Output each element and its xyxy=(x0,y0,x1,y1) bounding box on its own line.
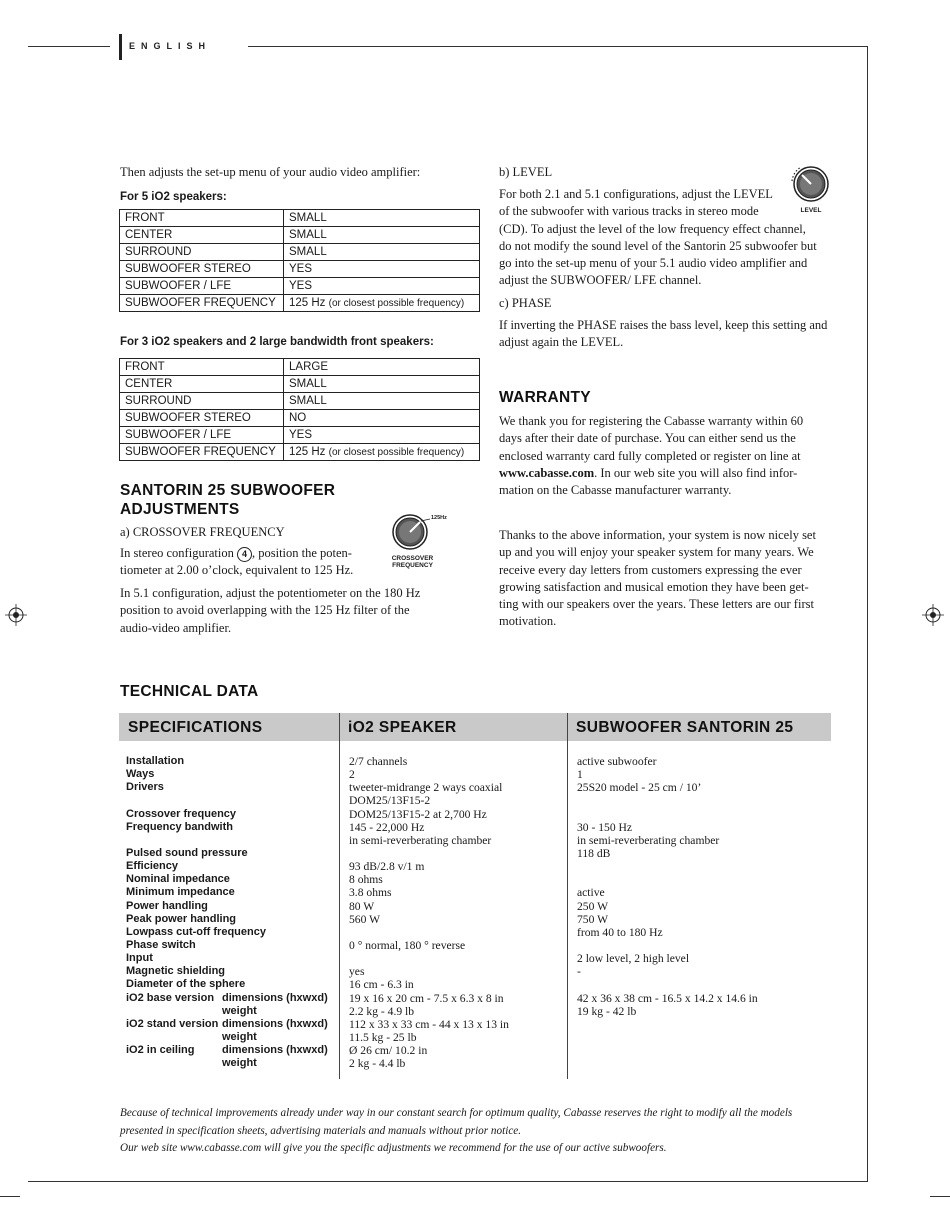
paragraph-line: growing satisfaction and musical emotion they have been get- xyxy=(499,579,809,594)
spec-io2-value: DOM25/13F15-2 xyxy=(349,794,431,808)
spec-io2-value: 19 x 16 x 20 cm - 7.5 x 6.3 x 8 in xyxy=(349,991,504,1005)
paragraph-line: adjust the SUBWOOFER/ LFE channel. xyxy=(499,273,702,288)
spec-sub-value: 19 kg - 42 lb xyxy=(577,1004,637,1018)
spec-sublabel xyxy=(222,860,337,873)
spec-label: Ways xyxy=(126,768,155,781)
footer-line: presented in specification sheets, advertising materials and manuals without prior notice. xyxy=(120,1124,522,1137)
spec-sublabel: weight xyxy=(222,1030,257,1043)
spec-io2-values xyxy=(349,755,564,1070)
table-cell-value: YES xyxy=(284,261,480,278)
table-cell-value: SMALL xyxy=(284,244,480,261)
table-cell-value xyxy=(284,295,480,312)
spec-sublabel xyxy=(222,939,337,952)
spec-label: Nominal impedance xyxy=(126,873,230,886)
paragraph-line: up and you will enjoy your speaker system for many years. We xyxy=(499,545,814,560)
registration-mark-left xyxy=(5,604,27,626)
spec-label: Pulsed sound pressure xyxy=(126,846,248,859)
spec-sub-value: - xyxy=(577,965,581,979)
paragraph-line: For both 2.1 and 5.1 configurations, adjust the LEVEL xyxy=(499,187,773,201)
spec-sublabel xyxy=(222,768,337,781)
spec-sub-value xyxy=(577,1057,827,1070)
spec-sublabel xyxy=(222,900,337,913)
spec-sublabel xyxy=(222,847,337,860)
table-cell-value: YES xyxy=(284,278,480,295)
spec-divider-2 xyxy=(567,713,568,1079)
table-row xyxy=(120,244,480,261)
spec-label: Power handling xyxy=(126,899,208,912)
spec-io2-value xyxy=(349,847,564,860)
spec-io2-value: 145 - 22,000 Hz xyxy=(349,820,425,834)
spec-io2-value: 11.5 kg - 25 lb xyxy=(349,1030,417,1044)
table-cell-setting: FRONT xyxy=(120,359,284,376)
knob-label-line1: CROSSOVER xyxy=(391,555,434,562)
phase-heading: c) PHASE xyxy=(499,296,552,310)
spec-sub-value xyxy=(577,1031,827,1044)
table-cell-setting: SUBWOOFER STEREO xyxy=(120,410,284,427)
warranty-title: WARRANTY xyxy=(499,389,591,406)
spec-sublabel xyxy=(222,978,337,991)
table2-title: For 3 iO2 speakers and 2 large bandwidth front speakers: xyxy=(120,336,434,348)
level-paragraph xyxy=(499,186,831,290)
header-rule-right xyxy=(248,46,868,47)
spec-sublabel xyxy=(222,913,337,926)
warranty-line xyxy=(499,465,839,482)
crop-mark xyxy=(930,1196,950,1197)
spec-sublabel: dimensions (hxwxd) xyxy=(222,1017,328,1030)
spec-sub-value: 750 W xyxy=(577,912,609,926)
crossover-heading: a) CROSSOVER FREQUENCY xyxy=(120,525,285,539)
spec-sub-value xyxy=(577,808,827,821)
table-cell-setting: CENTER xyxy=(120,376,284,393)
table-cell-value: NO xyxy=(284,410,480,427)
registration-mark-right xyxy=(922,604,944,626)
crossover-paragraph-1 xyxy=(120,545,390,580)
spec-sub-value: in semi-reverberating chamber xyxy=(577,833,720,847)
spec-label: Installation xyxy=(126,755,185,767)
warranty-line-tail: . In our web site you will also find infor- xyxy=(594,465,798,480)
table-row xyxy=(120,295,480,312)
paragraph-line: ting with our speakers over the years. These letters are our first xyxy=(499,597,814,612)
spec-label: iO2 stand version xyxy=(126,1017,219,1030)
spec-io2-value: 2.2 kg - 4.9 lb xyxy=(349,1004,415,1018)
spec-io2-value: 16 cm - 6.3 in xyxy=(349,978,414,992)
spec-sub-value xyxy=(577,873,827,886)
paragraph-line: audio-video amplifier. xyxy=(120,620,232,635)
page-bottom-border xyxy=(28,1181,868,1182)
level-heading: b) LEVEL xyxy=(499,165,553,179)
spec-io2-value: 80 W xyxy=(349,899,375,913)
warranty-line: enclosed warranty card fully completed or register on line at xyxy=(499,448,801,463)
table-cell-setting: SURROUND xyxy=(120,244,284,261)
adjustments-title-line1: SANTORIN 25 SUBWOOFER xyxy=(120,482,336,499)
spec-col3-title: SUBWOOFER SANTORIN 25 xyxy=(576,719,794,736)
spec-sublabel: weight xyxy=(222,1057,257,1070)
spec-col1-title: SPECIFICATIONS xyxy=(128,719,263,736)
table-cell-setting: SUBWOOFER FREQUENCY xyxy=(120,444,284,461)
spec-sub-value: 30 - 150 Hz xyxy=(577,820,633,834)
table-cell-setting: FRONT xyxy=(120,210,284,227)
spec-sub-value xyxy=(577,1044,827,1057)
warranty-line: We thank you for registering the Cabasse warranty within 60 xyxy=(499,414,804,428)
spec-io2-value: 93 dB/2.8 v/1 m xyxy=(349,860,425,874)
spec-label: iO2 in ceiling xyxy=(126,1044,195,1057)
crossover-text-c: tiometer at 2.00 o’clock, equivalent to 125 Hz. xyxy=(120,563,354,578)
table-cell-setting: SURROUND xyxy=(120,393,284,410)
table-cell-value: SMALL xyxy=(284,210,480,227)
table-cell-value xyxy=(284,444,480,461)
paragraph-line: receive every day letters from customers expressing the ever xyxy=(499,562,802,577)
paragraph-line: of the subwoofer with various tracks in stereo mode xyxy=(499,204,759,219)
warranty-line: days after their date of purchase. You can either send us the xyxy=(499,431,796,446)
footer-line: Our web site www.cabasse.com will give you the specific adjustments we recommend for the use of our active subwoofers. xyxy=(120,1142,667,1155)
spec-sublabel xyxy=(222,926,337,939)
spec-io2-value: 560 W xyxy=(349,912,381,926)
value-note: (or closest possible frequency) xyxy=(328,298,465,309)
crossover-knob-freq-label: 125Hz xyxy=(431,515,447,521)
footer-line: Because of technical improvements already under way in our constant search for optimum quality, Cabasse reserves the right to modify all the models xyxy=(120,1107,793,1119)
spec-io2-value: Ø 26 cm/ 10.2 in xyxy=(349,1044,428,1058)
footer-note xyxy=(120,1105,840,1158)
knob-label-line2: FREQUENCY xyxy=(392,562,433,569)
header-bar xyxy=(119,34,122,60)
table-cell-setting: SUBWOOFER FREQUENCY xyxy=(120,295,284,312)
crop-mark xyxy=(0,1196,20,1197)
table-row xyxy=(120,444,480,461)
crossover-text-a: In stereo configuration xyxy=(120,546,234,560)
paragraph-line: If inverting the PHASE raises the bass level, keep this setting and xyxy=(499,318,828,332)
table-row xyxy=(120,359,480,376)
paragraph-line: adjust again the LEVEL. xyxy=(499,335,624,350)
spec-label: Magnetic shielding xyxy=(126,965,226,978)
spec-io2-value: 2/7 channels xyxy=(349,755,408,768)
table-cell-value: SMALL xyxy=(284,376,480,393)
spec-io2-value: 2 xyxy=(349,768,355,782)
spec-label: Lowpass cut-off frequency xyxy=(126,925,266,938)
spec-label: Crossover frequency xyxy=(126,807,237,820)
spec-io2-value: in semi-reverberating chamber xyxy=(349,833,492,847)
spec-sub-value xyxy=(577,1018,827,1031)
spec-label: iO2 base version xyxy=(126,991,215,1004)
table-row xyxy=(120,410,480,427)
spec-sub-values xyxy=(577,755,827,1070)
spec-label xyxy=(126,794,221,807)
spec-io2-value: 3.8 ohms xyxy=(349,886,392,900)
spec-label: Phase switch xyxy=(126,938,196,951)
spec-sublabel: dimensions (hxwxd) xyxy=(222,991,328,1004)
spec-label: Drivers xyxy=(126,781,164,794)
table-cell-value: LARGE xyxy=(284,359,480,376)
spec-io2-value: DOM25/13F15-2 at 2,700 Hz xyxy=(349,807,487,821)
spec-sublabel xyxy=(222,755,337,768)
spec-sub-value: active xyxy=(577,886,605,900)
spec-io2-value xyxy=(349,952,564,965)
spec-io2-value xyxy=(349,926,564,939)
spec-sub-value: 1 xyxy=(577,768,583,782)
spec-divider-1 xyxy=(339,713,340,1079)
warranty-url-link[interactable]: www.cabasse.com xyxy=(499,465,595,480)
table-row xyxy=(120,278,480,295)
table-row xyxy=(120,261,480,278)
setup-intro: Then adjusts the set-up menu of your audio video amplifier: xyxy=(120,165,421,179)
setup-table-5-speakers xyxy=(119,209,480,312)
spec-sub-value xyxy=(577,794,827,807)
spec-io2-value: 112 x 33 x 33 cm - 44 x 13 x 13 in xyxy=(349,1017,509,1031)
spec-label: Input xyxy=(126,952,153,965)
spec-sub-value: from 40 to 180 Hz xyxy=(577,925,663,939)
spec-col2-title: iO2 SPEAKER xyxy=(348,719,457,736)
table-row xyxy=(120,427,480,444)
table-cell-value: SMALL xyxy=(284,227,480,244)
table-row xyxy=(120,376,480,393)
spec-sublabel xyxy=(222,808,337,821)
table-cell-setting: CENTER xyxy=(120,227,284,244)
header-rule-left xyxy=(28,46,110,47)
table-cell-value: YES xyxy=(284,427,480,444)
config-number-circle: 4 xyxy=(237,547,252,562)
spec-io2-value: 8 ohms xyxy=(349,873,383,887)
spec-sub-value: 42 x 36 x 38 cm - 16.5 x 14.2 x 14.6 in xyxy=(577,991,758,1005)
phase-paragraph xyxy=(499,317,839,352)
spec-sublabel xyxy=(222,781,337,794)
value-note: (or closest possible frequency) xyxy=(328,447,465,458)
paragraph-line: In 5.1 configuration, adjust the potentiometer on the 180 Hz xyxy=(120,586,421,600)
page-right-border xyxy=(867,46,868,1182)
technical-data-title: TECHNICAL DATA xyxy=(120,683,259,700)
table-row xyxy=(120,393,480,410)
spec-label xyxy=(126,1031,221,1044)
table-cell-setting: SUBWOOFER / LFE xyxy=(120,427,284,444)
spec-label xyxy=(126,1005,221,1018)
spec-sub-value: active subwoofer xyxy=(577,755,657,768)
spec-label: Diameter of the sphere xyxy=(126,978,246,991)
thanks-paragraph xyxy=(499,527,839,631)
paragraph-line: do not modify the sound level of the Santorin 25 subwoofer but xyxy=(499,238,817,253)
spec-sublabel xyxy=(222,834,337,847)
spec-sub-value: 118 dB xyxy=(577,846,611,860)
adjustments-title xyxy=(120,481,335,519)
spec-sublabel xyxy=(222,821,337,834)
adjustments-title-line2: ADJUSTMENTS xyxy=(120,501,240,518)
level-knob-label: LEVEL xyxy=(800,207,822,214)
spec-label xyxy=(126,834,221,847)
spec-io2-value: tweeter-midrange 2 ways coaxial xyxy=(349,781,503,795)
spec-label xyxy=(126,1057,221,1070)
table-row xyxy=(120,210,480,227)
spec-io2-value: 0 ° normal, 180 ° reverse xyxy=(349,938,466,952)
value-text: 125 Hz xyxy=(289,446,326,458)
spec-sublabel xyxy=(222,952,337,965)
table-row xyxy=(120,227,480,244)
warranty-line: mation on the Cabasse manufacturer warranty. xyxy=(499,483,732,498)
value-text: 125 Hz xyxy=(289,297,326,309)
table1-title: For 5 iO2 speakers: xyxy=(120,191,227,203)
spec-sublabels xyxy=(222,755,337,1070)
spec-sublabel xyxy=(222,873,337,886)
crossover-knob-label xyxy=(385,555,440,569)
spec-label: Frequency bandwith xyxy=(126,820,233,833)
table-cell-value: SMALL xyxy=(284,393,480,410)
spec-io2-value: 2 kg - 4.4 lb xyxy=(349,1057,406,1071)
spec-sub-value: 25S20 model - 25 cm / 10’ xyxy=(577,781,702,795)
table-cell-setting: SUBWOOFER / LFE xyxy=(120,278,284,295)
level-knob-icon xyxy=(787,161,833,207)
paragraph-line: (CD). To adjust the level of the low frequency effect channel, xyxy=(499,221,806,236)
language-label: ENGLISH xyxy=(129,41,212,51)
warranty-paragraph xyxy=(499,413,839,499)
spec-sublabel xyxy=(222,965,337,978)
spec-sublabel: dimensions (hxwxd) xyxy=(222,1044,328,1057)
crossover-text-b: , position the poten- xyxy=(251,546,352,560)
setup-table-3-speakers xyxy=(119,358,480,461)
spec-sub-value: 250 W xyxy=(577,899,609,913)
spec-sub-value xyxy=(577,978,827,991)
crossover-paragraph-2 xyxy=(120,585,460,637)
spec-label: Peak power handling xyxy=(126,912,237,925)
paragraph-line: motivation. xyxy=(499,614,557,629)
paragraph-line: go into the set-up menu of your 5.1 audio video amplifier and xyxy=(499,256,808,271)
paragraph-line: position to avoid overlapping with the 125 Hz filter of the xyxy=(120,603,410,618)
spec-sub-value: 2 low level, 2 high level xyxy=(577,952,690,966)
spec-label: Efficiency xyxy=(126,860,178,873)
spec-sub-value xyxy=(577,860,827,873)
spec-sublabel: weight xyxy=(222,1004,257,1017)
table-cell-setting: SUBWOOFER STEREO xyxy=(120,261,284,278)
spec-label: Minimum impedance xyxy=(126,886,235,899)
spec-sublabel xyxy=(222,886,337,899)
paragraph-line: Thanks to the above information, your system is now nicely set xyxy=(499,528,816,542)
spec-io2-value: yes xyxy=(349,965,365,979)
spec-sub-value xyxy=(577,939,827,952)
spec-sublabel xyxy=(222,794,337,807)
